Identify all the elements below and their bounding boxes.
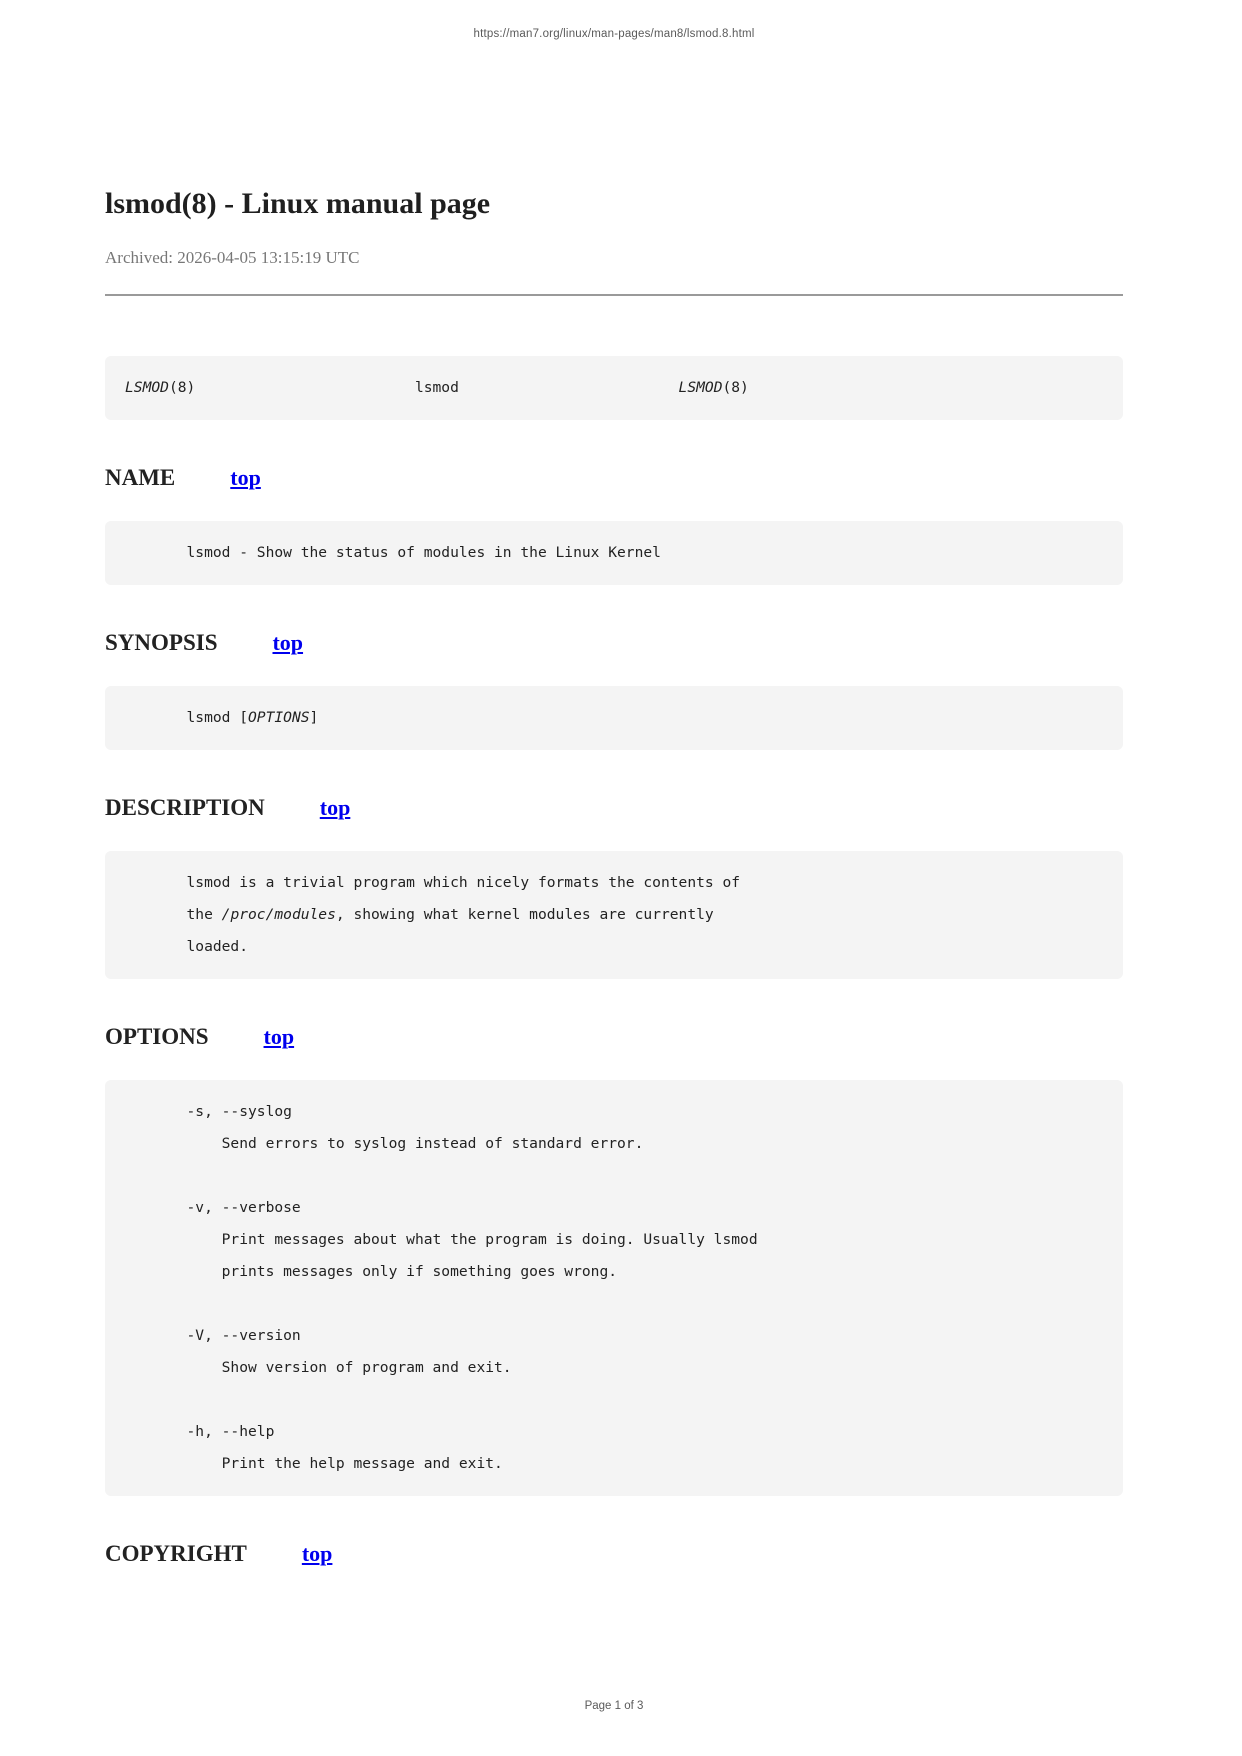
top-link-name[interactable]: top [230,465,261,490]
top-link-options[interactable]: top [263,1024,295,1049]
section-box-options: -s, --syslog Send errors to syslog instead of standard error. -v, --verbose Print messages about what the program is doing. Usually lsmod prints messages only if something goes wrong. -V, --version Show version of program and exit. -h, --help Print the help message and exit. [105,1080,1123,1496]
section-box-synopsis: lsmod [OPTIONS] [105,686,1123,750]
archived-timestamp: Archived: 2026-04-05 13:15:19 UTC [105,248,360,267]
section-heading-name: NAME [105,465,176,490]
section-heading-options: OPTIONS [105,1024,209,1049]
section-options [105,1023,1123,1496]
section-heading-row-name [105,464,1123,495]
page-title: lsmod(8) - Linux manual page [105,187,491,220]
section-heading-row-copyright [105,1540,1123,1571]
page-content [105,0,1123,1571]
print-header-url: https://man7.org/linux/man-pages/man8/lsmod.8.html [473,28,755,40]
section-heading-row-synopsis [105,629,1123,660]
top-link-synopsis[interactable]: top [272,630,304,655]
section-description [105,794,1123,979]
section-copyright [105,1540,1123,1571]
section-heading-row-options [105,1023,1123,1054]
top-link-description[interactable]: top [319,795,351,820]
section-heading-synopsis: SYNOPSIS [105,630,218,655]
section-box-description: lsmod is a trivial program which nicely formats the contents of the /proc/modules, showing what kernel modules are currently loaded. [105,851,1123,979]
section-heading-copyright: COPYRIGHT [105,1541,247,1566]
divider [105,294,1123,296]
print-footer-page-number: Page 1 of 3 [584,1700,644,1712]
section-name [105,464,1123,585]
man-page-header-bar: LSMOD(8) lsmod LSMOD(8) [105,356,1123,420]
section-box-name: lsmod - Show the status of modules in the Linux Kernel [105,521,1123,585]
top-link-copyright[interactable]: top [301,1541,333,1566]
section-heading-description: DESCRIPTION [105,795,265,820]
section-heading-row-description [105,794,1123,825]
sections-container [105,464,1123,1571]
section-synopsis [105,629,1123,750]
